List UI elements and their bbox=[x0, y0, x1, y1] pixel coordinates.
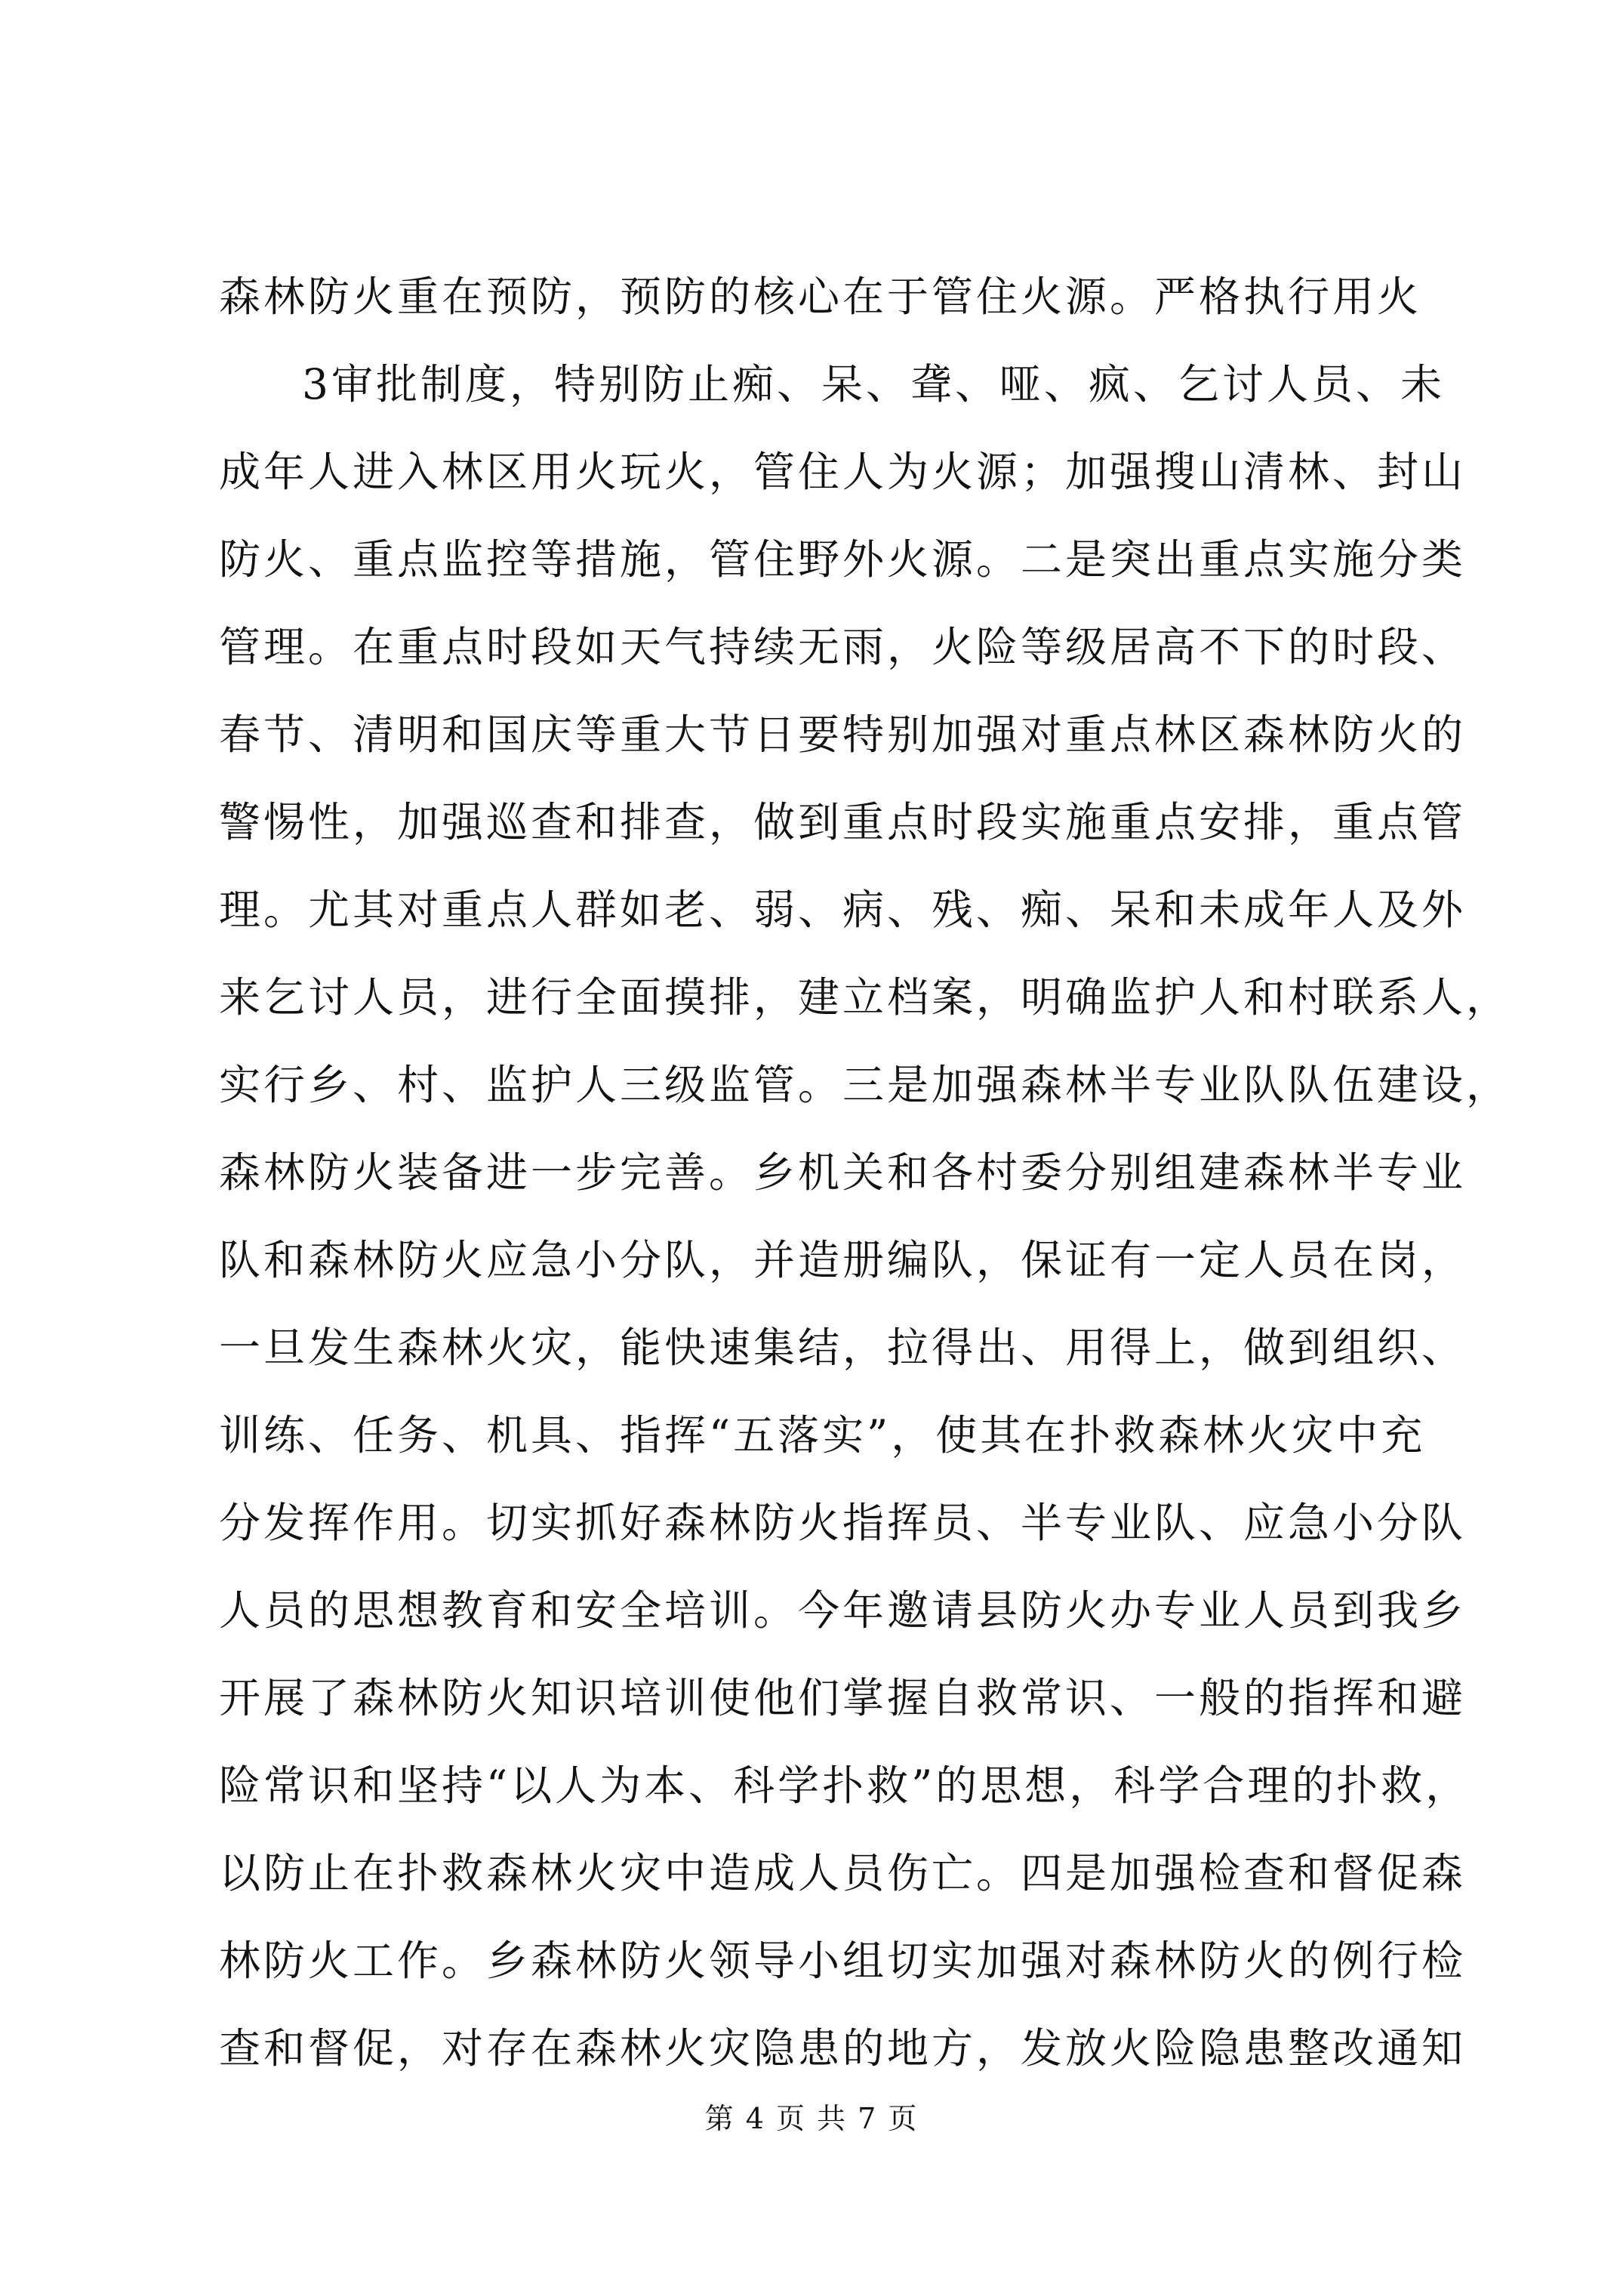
text-line-17: 开展了森林防火知识培训使他们掌握自救常识、一般的指挥和避 bbox=[219, 1674, 1467, 1722]
text-line-6: 春节、清明和国庆等重大节日要特别加强对重点林区森林防火的 bbox=[219, 710, 1467, 759]
text-line-5: 管理。在重点时段如天气持续无雨，火险等级居高不下的时段、 bbox=[219, 623, 1467, 671]
text-line-15: 分发挥作用。切实抓好森林防火指挥员、半专业队、应急小分队 bbox=[219, 1499, 1467, 1547]
text-line-13: 一旦发生森林火灾，能快速集结，拉得出、用得上，做到组织、 bbox=[219, 1324, 1467, 1372]
text-line-21: 查和督促，对存在森林火灾隐患的地方，发放火险隐患整改通知 bbox=[219, 2024, 1467, 2073]
page-number-footer: 第 4 页 共 7 页 bbox=[704, 2102, 919, 2135]
body-text bbox=[219, 253, 1511, 2092]
text-line-10: 实行乡、村、监护人三级监管。三是加强森林半专业队队伍建设， bbox=[219, 1061, 1511, 1109]
text-line-3: 成年人进入林区用火玩火，管住人为火源；加强搜山清林、封山 bbox=[219, 448, 1467, 496]
text-line-20: 林防火工作。乡森林防火领导小组切实加强对森林防火的例行检 bbox=[219, 1937, 1467, 1985]
text-line-1: 森林防火重在预防，预防的核心在于管住火源。严格执行用火 bbox=[219, 273, 1422, 321]
text-line-19: 以防止在扑救森林火灾中造成人员伤亡。四是加强检查和督促森 bbox=[219, 1849, 1467, 1897]
text-line-16: 人员的思想教育和安全培训。今年邀请县防火办专业人员到我乡 bbox=[219, 1586, 1467, 1635]
text-line-12: 队和森林防火应急小分队，并造册编队，保证有一定人员在岗， bbox=[219, 1236, 1467, 1284]
text-line-7: 警惕性，加强巡查和排查，做到重点时段实施重点安排，重点管 bbox=[219, 798, 1467, 846]
text-line-9: 来乞讨人员，进行全面摸排，建立档案，明确监护人和村联系人， bbox=[219, 973, 1511, 1022]
text-line-11: 森林防火装备进一步完善。乡机关和各村委分别组建森林半专业 bbox=[219, 1148, 1467, 1197]
text-line-14: 训练、任务、机具、指挥“五落实”，使其在扑救森林火灾中充 bbox=[219, 1411, 1426, 1459]
text-line-2: 3审批制度，特别防止痴、呆、聋、哑、疯、乞讨人员、未 bbox=[302, 360, 1445, 408]
text-line-8: 理。尤其对重点人群如老、弱、病、残、痴、呆和未成年人及外 bbox=[219, 886, 1467, 934]
text-line-4: 防火、重点监控等措施，管住野外火源。二是突出重点实施分类 bbox=[219, 535, 1467, 584]
text-line-18: 险常识和坚持“以人为本、科学扑救”的思想，科学合理的扑救， bbox=[219, 1761, 1471, 1810]
